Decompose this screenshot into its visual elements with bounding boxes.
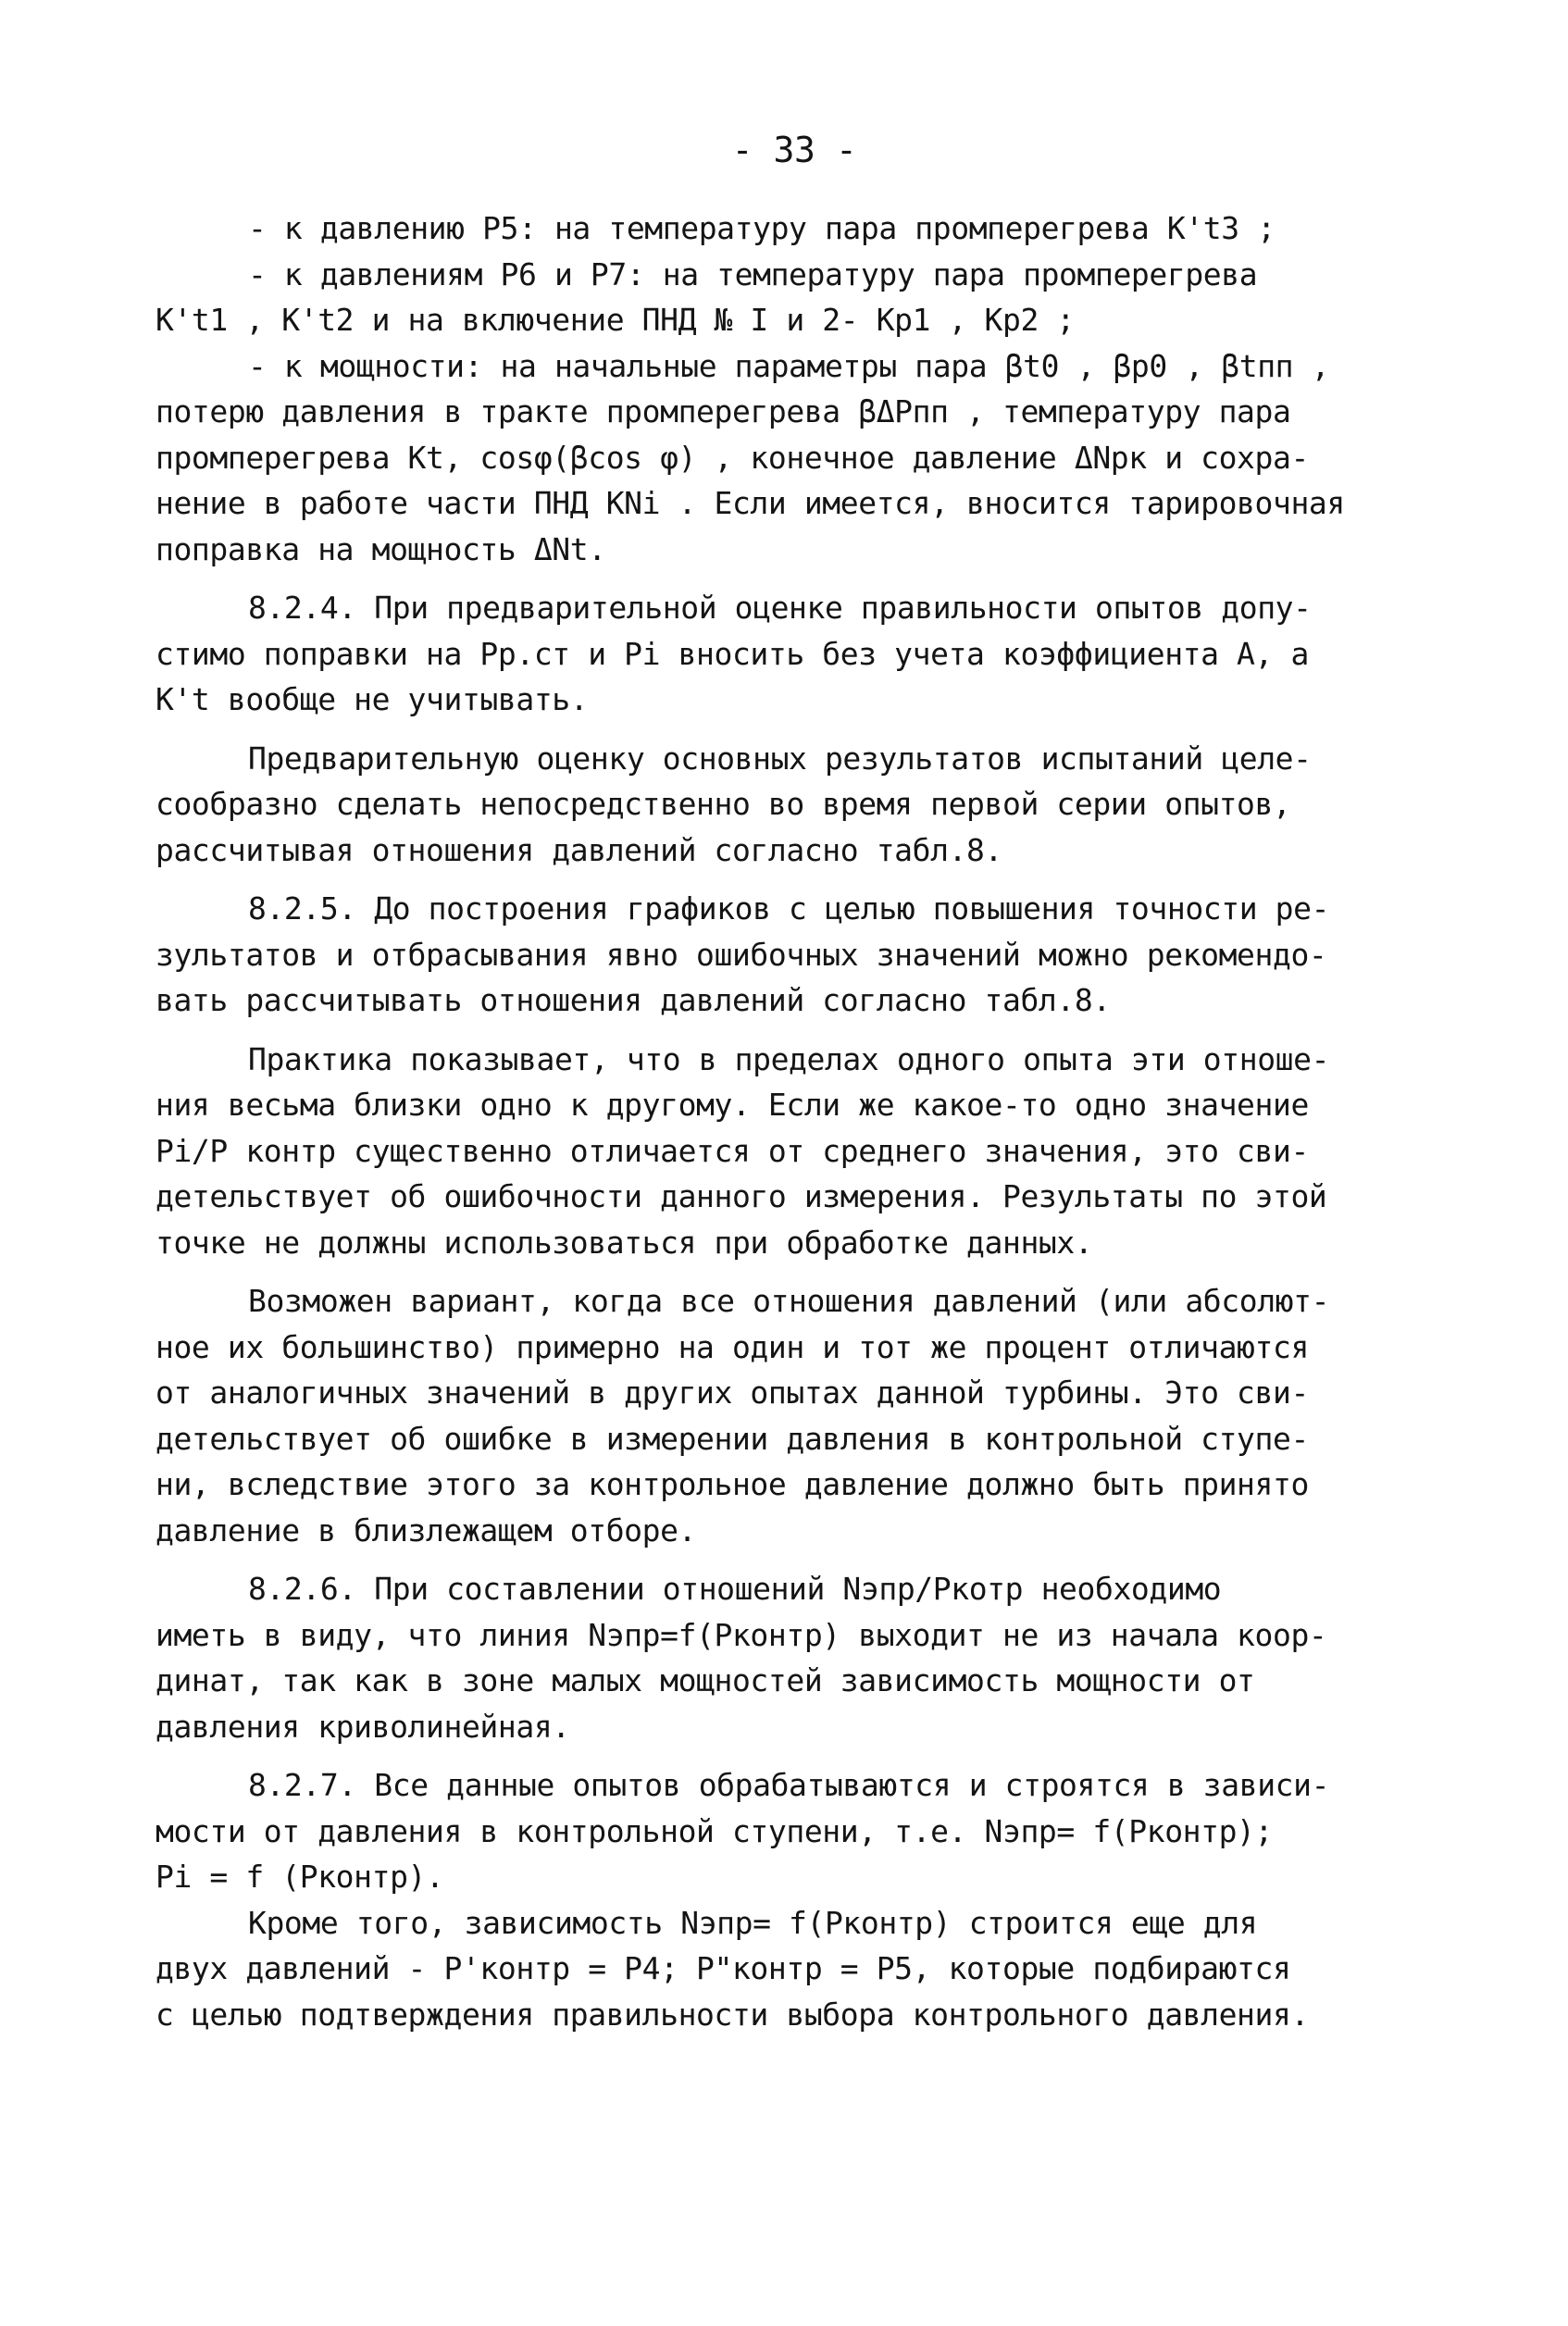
paragraph-gap bbox=[156, 1553, 1433, 1566]
text-line: стимо поправки на Рр.ст и Рi вносить без учета коэффициента А, а bbox=[156, 635, 1309, 672]
text-line: детельствует об ошибке в измерении давления в контрольной ступе- bbox=[156, 1420, 1309, 1457]
text-line: - к мощности: на начальные параметры пара βt0 , βp0 , βtпп , bbox=[248, 347, 1330, 384]
text-line: 8.2.5. До построения графиков с целью повышения точности ре- bbox=[248, 890, 1330, 927]
text-line: вать рассчитывать отношения давлений согласно табл.8. bbox=[156, 982, 1111, 1018]
paragraph-gap bbox=[156, 1024, 1433, 1037]
text-line: K't1 , K't2 и на включение ПНД № I и 2- Кр1 , Кр2 ; bbox=[156, 302, 1075, 338]
text-line: поправка на мощность ΔNt. bbox=[156, 530, 606, 567]
text-line: давление в близлежащем отборе. bbox=[156, 1511, 697, 1549]
text-line: промперегрева Кt, cosφ(βcos φ) , конечное давление ΔNрк и сохра- bbox=[156, 439, 1309, 476]
paragraph-gap bbox=[156, 873, 1433, 886]
text-line: ни, вследствие этого за контрольное давление должно быть принято bbox=[156, 1466, 1309, 1502]
text-line: динат, так как в зоне малых мощностей зависимость мощности от bbox=[156, 1662, 1255, 1698]
text-line: сообразно сделать непосредственно во время первой серии опытов, bbox=[156, 786, 1291, 822]
text-line: детельствует об ошибочности данного измерения. Результаты по этой bbox=[156, 1178, 1327, 1214]
text-line: ния весьма близки одно к другому. Если же какое-то одно значение bbox=[156, 1087, 1309, 1123]
text-line: мости от давления в контрольной ступени, т.е. Nэпр= f(Рконтр); bbox=[156, 1812, 1273, 1849]
text-line: давления криволинейная. bbox=[156, 1708, 570, 1745]
text-line: нение в работе части ПНД КNi . Если имеется, вносится тарировочная bbox=[156, 485, 1345, 521]
text-line: Практика показывает, что в пределах одного опыта эти отноше- bbox=[248, 1040, 1330, 1077]
text-line: с целью подтверждения правильности выбора контрольного давления. bbox=[156, 1996, 1309, 2033]
paragraph-gap bbox=[156, 1749, 1433, 1762]
text-line: 8.2.6. При составлении отношений Nэпр/Ркотр необходимо bbox=[248, 1571, 1222, 1607]
paragraph-gap bbox=[156, 572, 1433, 585]
text-line: точке не должны использоваться при обработке данных. bbox=[156, 1224, 1093, 1261]
text-line: иметь в виду, что линия Nэпр=f(Рконтр) выходит не из начала коор- bbox=[156, 1616, 1327, 1653]
text-line: - к давлениям Р6 и Р7: на температуру пара промперегрева bbox=[248, 255, 1258, 292]
paragraph-gap bbox=[156, 1265, 1433, 1278]
text-line: двух давлений - Р'контр = Р4; Р"контр = Р5, которые подбираются bbox=[156, 1950, 1291, 1986]
text-line: зультатов и отбрасывания явно ошибочных значений можно рекомендо- bbox=[156, 936, 1327, 973]
paragraph-gap bbox=[156, 723, 1433, 736]
text-line: Предварительную оценку основных результатов испытаний целе- bbox=[248, 740, 1312, 777]
document-body bbox=[156, 205, 1433, 2037]
text-line: потерю давления в тракте промперегрева βΔPпп , температуру пара bbox=[156, 393, 1291, 429]
text-line: ное их большинство) примерно на один и тот же процент отличаются bbox=[156, 1328, 1309, 1365]
text-line: от аналогичных значений в других опытах данной турбины. Это сви- bbox=[156, 1374, 1309, 1411]
text-line: 8.2.4. При предварительной оценке правильности опытов допу- bbox=[248, 590, 1312, 626]
text-line: Возможен вариант, когда все отношения давлений (или абсолют- bbox=[248, 1283, 1330, 1319]
text-line: Кроме того, зависимость Nэпр= f(Рконтр) строится еще для bbox=[248, 1904, 1258, 1941]
text-line: рассчитывая отношения давлений согласно табл.8. bbox=[156, 831, 1002, 868]
text-line: Рi/Р контр существенно отличается от среднего значения, это сви- bbox=[156, 1132, 1309, 1169]
text-line: K't вообще не учитывать. bbox=[156, 681, 589, 717]
text-line: Рi = f (Рконтр). bbox=[156, 1859, 444, 1895]
text-line: - к давлению Р5: на температуру пара промперегрева K't3 ; bbox=[248, 210, 1276, 246]
page-number: - 33 - bbox=[731, 130, 857, 170]
text-line: 8.2.7. Все данные опытов обрабатываются и строятся в зависи- bbox=[248, 1767, 1330, 1803]
